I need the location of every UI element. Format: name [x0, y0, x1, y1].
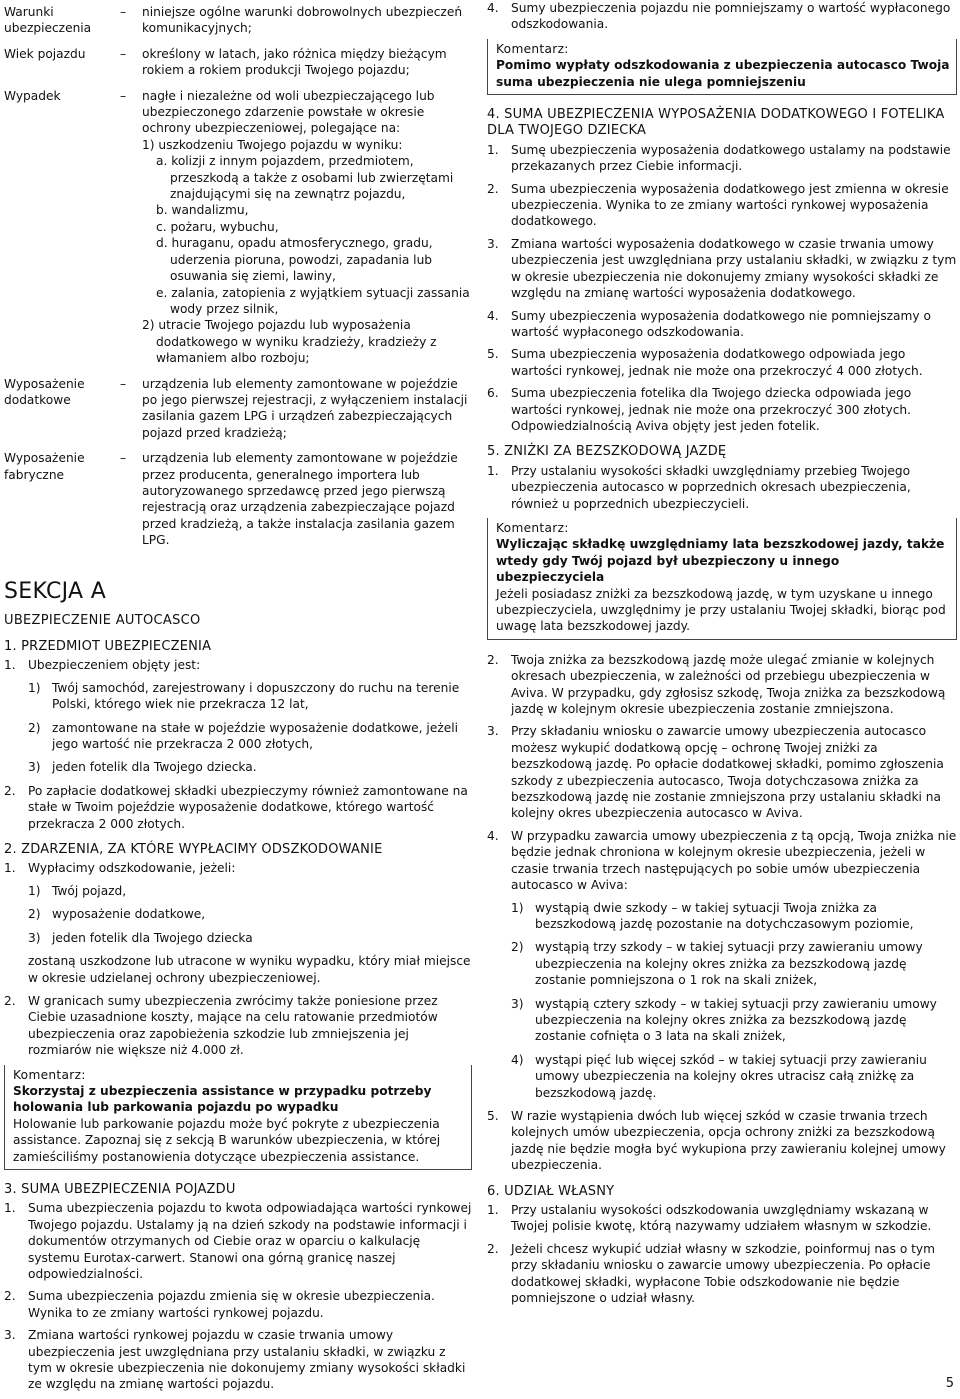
item-number: 3)	[28, 760, 41, 775]
definition-dash: –	[120, 376, 127, 391]
paragraph	[4, 783, 472, 832]
definition-warunki	[4, 4, 472, 37]
paragraph-text: Suma ubezpieczenia wyposażenia dodatkowego odpowiada jego wartości rynkowej, jednak nie może ona przekroczyć 4 000 złotych.	[511, 347, 923, 378]
definition-term: Warunki ubezpieczenia	[4, 5, 92, 36]
definition-wypadek	[4, 88, 472, 367]
paragraph-number: 3.	[487, 724, 499, 739]
section-title: SEKCJA A	[4, 578, 107, 604]
item-text: jeden fotelik dla Twojego dziecka	[52, 930, 253, 945]
paragraph	[4, 1288, 472, 1321]
heading-znizki: 5. ZNIŻKI ZA BEZSZKODOWĄ JAZDĘ	[487, 444, 727, 460]
paragraph	[487, 723, 957, 821]
wypadek-item-2: 2) utracie Twojego pojazdu lub wyposażenia dodatkowego w wyniku kradzieży, kradzieży z włamaniem albo rozboju;	[142, 318, 437, 366]
paragraph	[487, 181, 957, 230]
comment-text: Jeżeli posiadasz zniżki za bezszkodową jazdę, w tym uzyskane u innego ubezpieczyciela, uwzględnimy je przy ustalaniu Twojej składki, biorąc pod uwagę lata bezszkodowej jazdy.	[496, 586, 946, 634]
paragraph	[487, 142, 957, 175]
paragraph-text: Twoja zniżka za bezszkodową jazdę może ulegać zmianie w kolejnych okresach ubezpieczenia, w zależności od przebiegu ubezpieczenia w Aviva. W przypadku, gdy zgłosisz szkodę, Twoja zniżka za bezszkodową jazdę w kolejnym okresie ubezpieczenia zostanie zmniejszona.	[511, 652, 946, 717]
paragraph	[487, 0, 957, 33]
paragraph-text: Wypłacimy odszkodowanie, jeżeli:	[28, 861, 236, 876]
paragraph-number: 3.	[487, 236, 499, 251]
paragraph-number: 2.	[487, 181, 499, 196]
paragraph-number: 4.	[487, 828, 499, 843]
heading-zdarzenia: 2. ZDARZENIA, ZA KTÓRE WYPŁACIMY ODSZKODOWANIE	[4, 842, 383, 858]
item-text: wystąpią cztery szkody – w takiej sytuacji przy zawieraniu umowy ubezpieczenia na kolejny okres zniżka za bezszkodową jazdę zostanie cofnięta o 3 lata na skali zniżek,	[535, 996, 937, 1044]
wypadek-item-1: 1) uszkodzeniu Twojego pojazdu w wyniku:	[142, 137, 403, 152]
paragraph-number: 4.	[487, 1, 499, 15]
paragraph-number: 2.	[487, 652, 499, 667]
paragraph-text: W przypadku zawarcia umowy ubezpieczenia z tą opcją, Twoja zniżka nie będzie jednak chroniona w kolejnym okresie ubezpieczenia, jeżeli w czasie trwania trzech następujących po sobie umów ubezpieczenia autocasco w Aviva:	[511, 828, 957, 893]
list-item	[4, 680, 472, 713]
definitions-list	[4, 4, 472, 549]
item-number: 4)	[511, 1052, 524, 1067]
paragraph	[487, 236, 957, 302]
paragraph-text: Sumy ubezpieczenia pojazdu nie pomniejszamy o wartość wypłaconego odszkodowania.	[511, 1, 951, 32]
section-subtitle: UBEZPIECZENIE AUTOCASCO	[4, 612, 201, 628]
definition-text: urządzenia lub elementy zamontowane w pojeździe po jego pierwszej rejestracji, z wyłączeniem instalacji zasilania gazem LPG i urządzeń zabezpieczających pojazd przed kradzieżą;	[142, 376, 468, 440]
definition-text: niniejsze ogólne warunki dobrowolnych ubezpieczeń komunikacyjnych;	[142, 5, 463, 36]
paragraph-text: Przy ustalaniu wysokości składki uwzględniamy przebieg Twojego ubezpieczenia autocasco w poprzednich okresach ubezpieczenia, również u poprzednich ubezpieczycieli.	[511, 463, 911, 511]
paragraph-number: 4.	[487, 308, 499, 323]
paragraph	[487, 828, 957, 894]
list-item	[4, 883, 472, 899]
definition-term: Wyposażenie fabryczne	[4, 451, 85, 482]
paragraph-text: Suma ubezpieczenia pojazdu zmienia się w okresie ubezpieczenia. Wynika to ze zmiany wartości rynkowej pojazdu.	[28, 1289, 435, 1320]
definition-dash: –	[120, 451, 127, 466]
paragraph	[487, 1241, 957, 1307]
paragraph	[4, 1327, 472, 1393]
definition-dash: –	[120, 5, 127, 19]
definition-wyposazenie-dodatkowe	[4, 376, 472, 442]
paragraph-number: 5.	[487, 347, 499, 362]
paragraph	[487, 652, 957, 718]
paragraph-number: 3.	[4, 1328, 16, 1343]
paragraph	[487, 1108, 957, 1174]
paragraph-text: Suma ubezpieczenia fotelika dla Twojego dziecka odpowiada jego wartości rynkowej, jednak nie może ona przekroczyć 300 złotych. Odpowiedzialnością Aviva objęty jest jeden fotelik.	[511, 386, 912, 433]
comment-box-assistance	[4, 1065, 472, 1170]
comment-label: Komentarz:	[496, 520, 569, 535]
item-number: 1)	[28, 883, 41, 898]
definition-text: nagłe i niezależne od woli ubezpieczającego lub ubezpieczonego zdarzenie powstałe w okresie ochrony ubezpieczeniowej, polegające na:	[142, 88, 435, 136]
item-text: Twój samochód, zarejestrowany i dopuszczony do ruchu na terenie Polski, którego wiek nie przekracza 12 lat,	[52, 680, 460, 712]
definition-dash: –	[120, 46, 127, 61]
item-text: wystąpi pięć lub więcej szkód – w takiej sytuacji przy zawieraniu umowy ubezpieczenia na kolejny okres utracisz całą zniżkę za bezszkodową jazdę.	[535, 1052, 927, 1100]
list-item	[487, 1052, 957, 1101]
paragraph-text: Zmiana wartości rynkowej pojazdu w czasie trwania umowy ubezpieczenia jest uwzględniana przy ustalaniu składki, w związku z tym w okresie ubezpieczenia nie dokonujemy zmiany wysokości składki ze względu na zmianę wartości pojazdu.	[28, 1328, 466, 1392]
comment-text: Holowanie lub parkowanie pojazdu może być pokryte z ubezpieczenia assistance. Zapoznaj się z sekcją B warunków ubezpieczenia, w której zamieściliśmy postanowienia dotyczące ubezpieczenia assistance.	[13, 1116, 441, 1164]
wypadek-item-b: b. wandalizmu,	[156, 203, 249, 218]
list-item	[4, 759, 472, 775]
wypadek-subitems	[142, 153, 472, 317]
heading-suma-wyposazenia: 4. SUMA UBEZPIECZENIA WYPOSAŻENIA DODATKOWEGO I FOTELIKA DLA TWOJEGO DZIECKA	[487, 107, 945, 139]
paragraph-text: Przy ustalaniu wysokości odszkodowania uwzględniamy wskazaną w Twojej polisie kwotę, którą nazywamy udziałem własnym w szkodzie.	[511, 1203, 932, 1234]
paragraph-number: 1.	[4, 658, 16, 673]
item-text: wyposażenie dodatkowe,	[52, 907, 206, 922]
definition-text: urządzenia lub elementy zamontowane w pojeździe przez producenta, generalnego importera lub autoryzowanego sprzedawcę przed jego pierwszą rejestracją oraz urządzenia zabezpieczające pojazd przed kradzieżą, a także instalacja zasilania gazem LPG.	[142, 451, 458, 548]
item-number: 2)	[28, 720, 41, 735]
paragraph-text: Suma ubezpieczenia wyposażenia dodatkowego jest zmienna w okresie ubezpieczenia. Wynika to ze zmiany wartości rynkowej wyposażenia dodatkowego.	[511, 181, 949, 229]
definition-wiek-pojazdu	[4, 46, 472, 79]
paragraph-text: Sumę ubezpieczenia wyposażenia dodatkowego ustalamy na podstawie przekazanych przez Ciebie informacji.	[511, 142, 951, 174]
list-item	[487, 900, 957, 933]
paragraph	[4, 657, 472, 673]
paragraph-number: 2.	[4, 993, 16, 1008]
item-number: 1)	[28, 680, 41, 695]
paragraph-continuation: zostaną uszkodzone lub utracone w wyniku wypadku, który miał miejsce w okresie udzielanej ochrony ubezpieczeniowej.	[28, 954, 471, 985]
comment-box-suma	[487, 39, 957, 95]
item-number: 3)	[511, 996, 524, 1011]
paragraph-number: 1.	[487, 142, 499, 157]
paragraph-text: Przy składaniu wniosku o zawarcie umowy ubezpieczenia autocasco możesz wykupić dodatkową opcję – ochronę Twojej zniżki za bezszkodową jazdę. Po opłacie dodatkowej składki, pomimo zgłoszenia szkody z ubezpieczenia autocasco, Twoja dotychczasowa zniżka za bezszkodową jazdę nie zostanie zmniejszona przy ustalaniu składki na kolejny okres ubezpieczenia autocasco w Aviva.	[511, 724, 944, 821]
comment-label: Komentarz:	[496, 41, 569, 56]
list-item	[4, 930, 472, 946]
paragraph-text: Ubezpieczeniem objęty jest:	[28, 658, 201, 673]
comment-headline: Skorzystaj z ubezpieczenia assistance w przypadku potrzeby holowania lub parkowania pojazdu po wypadku	[13, 1083, 432, 1115]
paragraph-number: 1.	[4, 861, 16, 876]
paragraph-number: 2.	[4, 1289, 16, 1304]
item-number: 3)	[28, 930, 41, 945]
paragraph-text: W granicach sumy ubezpieczenia zwrócimy także poniesione przez Ciebie uzasadnione koszty, mające na celu ratowanie przedmiotów ubezpieczenia oraz zapobieżenia szkodzie lub zmniejszenia jej rozmiarów nie większe niż 4.000 zł.	[28, 993, 438, 1058]
list-item	[487, 996, 957, 1045]
heading-suma-pojazdu: 3. SUMA UBEZPIECZENIA POJAZDU	[4, 1181, 236, 1197]
comment-headline: Wyliczając składkę uwzględniamy lata bezszkodowej jazdy, także wtedy gdy Twój pojazd był ubezpieczony u innego ubezpieczyciela	[496, 537, 945, 585]
paragraph-number: 1.	[487, 1203, 499, 1217]
paragraph-text: Zmiana wartości wyposażenia dodatkowego w czasie trwania umowy ubezpieczenia jest uwzględniana przy ustalaniu składki, w związku z tym w okresie ubezpieczenia nie dokonujemy zmiany wysokości składki ze względu na zmianę wartości wyposażenia dodatkowego.	[511, 236, 957, 301]
paragraph	[487, 463, 957, 512]
page-number: 5	[945, 1375, 954, 1391]
paragraph	[4, 993, 472, 1059]
heading-udzial-wlasny: 6. UDZIAŁ WŁASNY	[487, 1183, 615, 1199]
paragraph-text: Jeżeli chcesz wykupić udział własny w szkodzie, poinformuj nas o tym przy składaniu wniosku o zawarcie umowy ubezpieczenia. Po opłacie dodatkowej składki, wypłacone Tobie odszkodowanie nie będzie pomniejszone o udział własny.	[511, 1241, 936, 1306]
list-item	[4, 906, 472, 922]
right-column	[487, 0, 957, 1312]
wypadek-item-a: a. kolizji z innym pojazdem, przedmiotem, przeszkodą a także z osobami lub zwierzętami znajdującymi się na zewnątrz pojazdu,	[156, 154, 454, 202]
list-item	[4, 720, 472, 753]
heading-przedmiot-ubezpieczenia: 1. PRZEDMIOT UBEZPIECZENIA	[4, 639, 212, 654]
wypadek-item-c: c. pożaru, wybuchu,	[156, 219, 279, 234]
comment-label: Komentarz:	[13, 1067, 86, 1082]
item-text: jeden fotelik dla Twojego dziecka.	[52, 760, 257, 775]
definition-wyposazenie-fabryczne	[4, 450, 472, 548]
wypadek-sublist	[142, 137, 472, 367]
item-text: wystąpią dwie szkody – w takiej sytuacji Twoja zniżka za bezszkodową jazdę pozostanie na dotychczasowym poziomie,	[535, 900, 914, 931]
paragraph-text: Suma ubezpieczenia pojazdu to kwota odpowiadająca wartości rynkowej Twojego pojazdu. Ustalamy ją na dzień szkody na podstawie informacji i dokumentów otrzymanych od Ciebie oraz w oparciu o kalkulację systemu Eurotax-carwert. Stanowi ona górną granicę naszej odpowiedzialności.	[28, 1201, 472, 1281]
paragraph-number: 2.	[4, 783, 16, 798]
paragraph-number: 1.	[4, 1201, 16, 1216]
definition-term: Wypadek	[4, 88, 61, 103]
item-text: Twój pojazd,	[52, 883, 127, 898]
left-column	[4, 0, 472, 1399]
item-number: 2)	[28, 907, 41, 922]
definition-term: Wiek pojazdu	[4, 46, 86, 61]
paragraph-number: 1.	[487, 463, 499, 478]
paragraph-text: Po zapłacie dodatkowej składki ubezpieczymy również zamontowane na stałe w Twoim pojeździe wyposażenie dodatkowe, którego wartość przekracza 2 000 złotych.	[28, 783, 468, 831]
item-number: 2)	[511, 940, 524, 955]
paragraph	[487, 308, 957, 341]
item-text: zamontowane na stałe w pojeździe wyposażenie dodatkowe, jeżeli jego wartość nie przekracza 2 000 złotych,	[52, 720, 458, 752]
paragraph	[487, 1202, 957, 1235]
paragraph	[4, 860, 472, 876]
paragraph	[487, 385, 957, 434]
paragraph	[4, 1200, 472, 1282]
wypadek-item-e: e. zalania, zatopienia z wyjątkiem sytuacji zassania wody przez silnik,	[156, 285, 470, 316]
comment-headline: Pomimo wypłaty odszkodowania z ubezpieczenia autocasco Twoja suma ubezpieczenia nie ulega pomniejszeniu	[496, 58, 950, 89]
definition-text: określony w latach, jako różnica między bieżącym rokiem a rokiem produkcji Twojego pojazdu;	[142, 46, 447, 78]
item-number: 1)	[511, 900, 524, 915]
paragraph	[487, 346, 957, 379]
paragraph-number: 6.	[487, 386, 499, 401]
paragraph-text: W razie wystąpienia dwóch lub więcej szkód w czasie trwania trzech kolejnych umów ubezpieczenia, opcja ochrony zniżki za bezszkodową jazdę nie będzie mogła być wykupiona przy zawieraniu kolejnej umowy ubezpieczenia.	[511, 1108, 946, 1173]
definition-dash: –	[120, 88, 127, 103]
definition-term: Wyposażenie dodatkowe	[4, 376, 85, 407]
paragraph-number: 2.	[487, 1241, 499, 1256]
list-item	[487, 939, 957, 988]
wypadek-item-d: d. huraganu, opadu atmosferycznego, gradu, uderzenia pioruna, powodzi, zapadania lub osuwania się ziemi, lawiny,	[156, 236, 433, 284]
comment-box-znizki	[487, 518, 957, 640]
item-text: wystąpią trzy szkody – w takiej sytuacji przy zawieraniu umowy ubezpieczenia na kolejny okres zniżka za bezszkodową jazdę zostanie pomniejszona o 1 rok na skali zniżek,	[535, 940, 923, 988]
paragraph-text: Sumy ubezpieczenia wyposażenia dodatkowego nie pomniejszamy o wartość wypłaconego odszkodowania.	[511, 308, 931, 339]
paragraph-number: 5.	[487, 1108, 499, 1123]
